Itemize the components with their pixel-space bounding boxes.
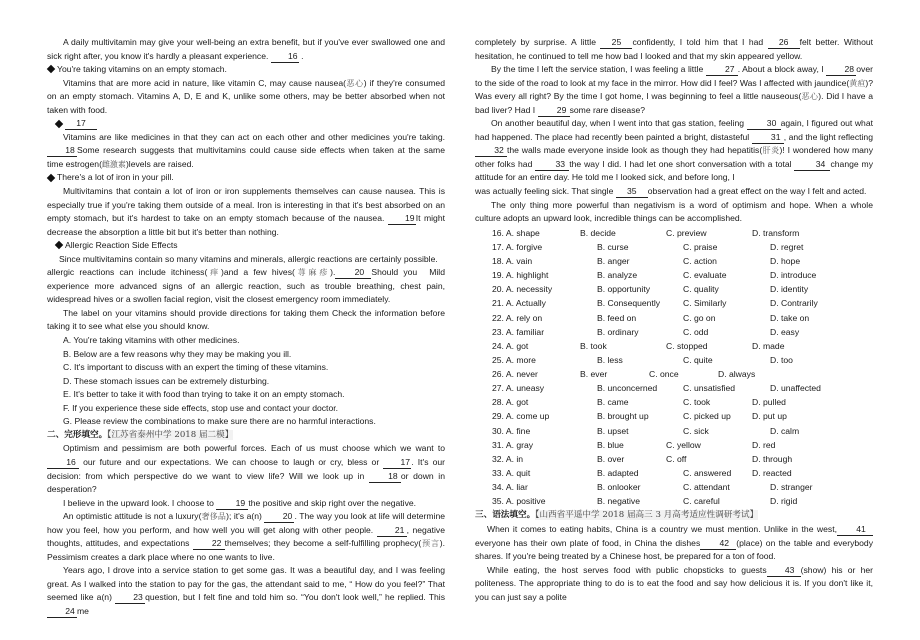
blank-19: 19	[216, 498, 248, 510]
bullet-heading: Allergic Reaction Side Effects	[47, 239, 445, 253]
choice-row: 19. A. highlight B. analyze C. evaluate D. introduce	[492, 270, 817, 281]
option-b: B. Below are a few reasons why they may be making you ill.	[63, 348, 292, 359]
choice-row: 16. A. shape B. decide C. preview D. transform	[492, 227, 800, 238]
diamond-bullet-icon	[55, 119, 63, 127]
blank-17: 17	[383, 457, 411, 469]
blank-16: 16	[47, 457, 79, 469]
blank-30: 30	[747, 118, 781, 130]
blank-25: 25	[600, 37, 632, 49]
paragraph: Since multivitamins contain so many vitamins and minerals, allergic reactions are certainly possible. Mild allergic reactions can include itchiness(痒)and a few hives(荨麻疹). 20 Should you experience more advanced signs of an allergic reaction, such as trouble breathing, chest pain, widespread hives or a swollen facial region, visit the closest emergency room immediately.	[47, 253, 445, 305]
section-heading-grammar: 三、语法填空。【山西省平遥中学 2018 届高三 3 月高考适应性调研考试】	[475, 510, 759, 521]
paragraph: Years ago, I drove into a service station to get some gas. It was a beautiful day, and I was feeling great. As I walked into the station to pay for the gas, the attendant said to me, “ How do you feel?” That seemed like a(n) 23 question, but I felt fine and told him so. “You don't look well,” he replied. This 24 me	[47, 565, 445, 616]
paragraph: Vitamins that are more acid in nature, like vitamin C, may cause nausea(恶心) if they're consumed on an empty stomach. Vitamins A, D, E and K, unlike some others, may be better absorbed when not taken with food.	[47, 77, 445, 115]
choice-row: 26. A. never B. ever C. once D. always	[492, 369, 756, 380]
option-e: E. It's better to take it with food than trying to take it on an empty stomach.	[63, 389, 345, 400]
blank-31: 31	[752, 132, 784, 144]
choice-row: 28. A. got B. came C. took D. pulled	[492, 397, 786, 408]
bullet-heading: There's a lot of iron in your pill.	[47, 171, 445, 185]
blank-41: 41	[837, 524, 873, 536]
paragraph: Optimism and pessimism are both powerful forces. Each of us must choose which we want to 16 our future and our expectations. We can choose to laugh or cry, bless or 17. It's our decision: from which perspective do we want to view life? Will we look up in 18 or down in desperation?	[47, 443, 446, 495]
option-g: G. Please review the combinations to make sure there are no harmful interactions.	[63, 416, 376, 427]
blank-20: 20	[335, 267, 371, 279]
choice-row: 23. A. familiar B. ordinary C. odd D. easy	[492, 326, 800, 337]
choice-row: 34. A. liar B. onlooker C. attendant D. stranger	[492, 482, 813, 493]
right-column	[475, 36, 873, 604]
answer-options-list	[47, 334, 445, 429]
blank-27: 27	[706, 64, 738, 76]
cloze-choices-table	[475, 227, 873, 510]
paragraph: I believe in the upward look. I choose to 19 the positive and skip right over the negative.	[63, 497, 417, 508]
section-source: 【山西省平遥中学 2018 届高三 3 月高考适应性调研考试】	[535, 510, 759, 521]
choice-row: 22. A. rely on B. feed on C. go on D. take on	[492, 312, 810, 323]
diamond-bullet-icon	[47, 173, 55, 181]
option-a: A. You're taking vitamins with other medicines.	[63, 335, 240, 346]
paragraph: On another beautiful day, when I went into that gas station, feeling 30 again, I figured out what had happened. The place had recently been painted a bright, distasteful 31 , and the light reflecting 32 the walls made everyone inside look as though they had hepatitis(肝炎)! I wondered how many other folks had 33 the way I did. I had let one short conversation with a total 34 change my attitude for an entire day. He told me I looked sick, and before long, I	[475, 118, 874, 183]
blank-18: 18	[47, 145, 77, 157]
option-c: C. It's important to discuss with an expert the timing of these vitamins.	[63, 362, 329, 373]
blank-16: 16	[271, 51, 299, 63]
blank-43: 43	[767, 565, 801, 577]
choice-row: 21. A. Actually B. Consequently C. Similarly D. Contrarily	[492, 298, 818, 309]
blank-33: 33	[535, 159, 569, 171]
choice-row: 33. A. quit B. adapted C. answered D. reacted	[492, 468, 792, 479]
blank-28: 28	[826, 64, 856, 76]
choice-row: 17. A. forgive B. curse C. praise D. regret	[492, 241, 804, 252]
paragraph: completely by surprise. A little 25 confidently, I told him that I had 26 felt better. Without hesitation, he continued to tell me how bad I looked and that my skin appeared yellow.	[475, 37, 874, 61]
section-source: 【江苏省泰州中学 2018 届二模】	[107, 429, 234, 440]
diamond-bullet-icon	[47, 65, 55, 73]
paragraph: The label on your vitamins should provide directions for taking them Check the information before taking it to see what else you should know.	[47, 307, 445, 332]
blank-20: 20	[264, 511, 294, 523]
blank-42: 42	[700, 538, 736, 550]
paragraph: While eating, the host serves food with public chopsticks to guests 43 (show) his or her politeness. The appropriate thing to do is to eat the food and say how delicious it is. If you don't like it, you can just say a polite	[475, 564, 873, 602]
paragraph: By the time I left the service station, I was feeling a little 27 . About a block away, I 28 over to the side of the road to look at my face in the mirror. How did I feel? Was I affected with jaundice(黄疸)? Was every all right? By the time I got home, I was beginning to feel a little nauseous(恶心). Did I have a bad liver? Had I 29 some rare disease?	[475, 64, 873, 115]
blank-21: 21	[377, 525, 407, 537]
paragraph: When it comes to eating habits, China is a country we must mention. Unlike in the west, 41everyone has their own plate of food, in China the dishes 42 (place) on the table and everybody shares. If you're being treated by a Chinese host, be prepared for a ton of food.	[475, 524, 873, 562]
paragraph: An optimistic attitude is not a luxury(奢侈品); it's a(n) 20 . The way you look at life will determine how you feel, how you perform, and how well you will get along with other people. 21 , negative thoughts, attitudes, and expectations 22 themselves; they become a self-fulfilling prophecy(预言). Pessimism creates a dark place where no one wants to live.	[47, 511, 446, 562]
blank-18: 18	[369, 471, 401, 483]
blank-22: 22	[193, 538, 225, 550]
choice-row: 31. A. gray B. blue C. yellow D. red	[492, 439, 776, 450]
blank-17: 17	[65, 118, 97, 130]
choice-row: 25. A. more B. less C. quite D. too	[492, 354, 793, 365]
paragraph: Vitamins are like medicines in that they can act on each other and other medicines you're taking.18 Some research suggests that multivitamins could cause side effects when taken at the same time estrogen(雌激素)levels are raised.	[47, 131, 445, 169]
section-heading-cloze: 二、完形填空。【江苏省泰州中学 2018 届二模】	[47, 429, 234, 440]
choice-row: 18. A. vain B. anger C. action D. hope	[492, 255, 801, 266]
option-f: F. If you experience these side effects, stop use and contact your doctor.	[63, 402, 339, 413]
choice-row: 32. A. in B. over C. off D. through	[492, 453, 793, 464]
paragraph: Multivitamins that contain a lot of iron or iron supplements themselves can cause nausea. This is especially true if you're taking them outside of a meal. Iron is interesting in that it's best absorbed on an empty stomach, but it's hardest to take on an empty stomach because of the nausea. 19It might decrease the absorption a little bit but it's better than nothing.	[47, 186, 445, 237]
choice-row: 30. A. fine B. upset C. sick D. calm	[492, 425, 800, 436]
paragraph: The only thing more powerful than negativism is a word of optimism and hope. When a whole culture adopts an upward look, incredible things can be accomplished.	[475, 199, 873, 224]
blank-35: 35	[616, 186, 648, 198]
left-column	[47, 36, 445, 619]
choice-row: 29. A. come up B. brought up C. picked up D. put up	[492, 411, 787, 422]
blank-29: 29	[538, 105, 570, 117]
blank-32: 32	[475, 145, 507, 157]
paragraph: was actually feeling sick. That single 35 observation had a great effect on the way I felt and acted.	[475, 186, 867, 197]
blank-24: 24	[47, 606, 77, 618]
blank-23: 23	[115, 592, 145, 604]
diamond-bullet-icon	[55, 241, 63, 249]
option-d: D. These stomach issues can be extremely disturbing.	[63, 375, 270, 386]
blank-26: 26	[768, 37, 800, 49]
bullet-heading	[47, 117, 445, 131]
choice-row: 20. A. necessity B. opportunity C. quality D. identity	[492, 284, 809, 295]
choice-row: 27. A. uneasy B. unconcerned C. unsatisfied D. unaffected	[492, 383, 821, 394]
blank-34: 34	[794, 159, 830, 171]
paragraph-intro: A daily multivitamin may give your well-being an extra benefit, but if you've ever swallowed one and sick right after, you know it's hardly a pleasant experience. 16 .	[47, 37, 445, 61]
bullet-heading: You're taking vitamins on an empty stomach.	[47, 63, 445, 77]
choice-row: 24. A. got B. took C. stopped D. made	[492, 340, 785, 351]
blank-19: 19	[388, 213, 416, 225]
choice-row: 35. A. positive B. negative C. careful D. rigid	[492, 496, 798, 507]
